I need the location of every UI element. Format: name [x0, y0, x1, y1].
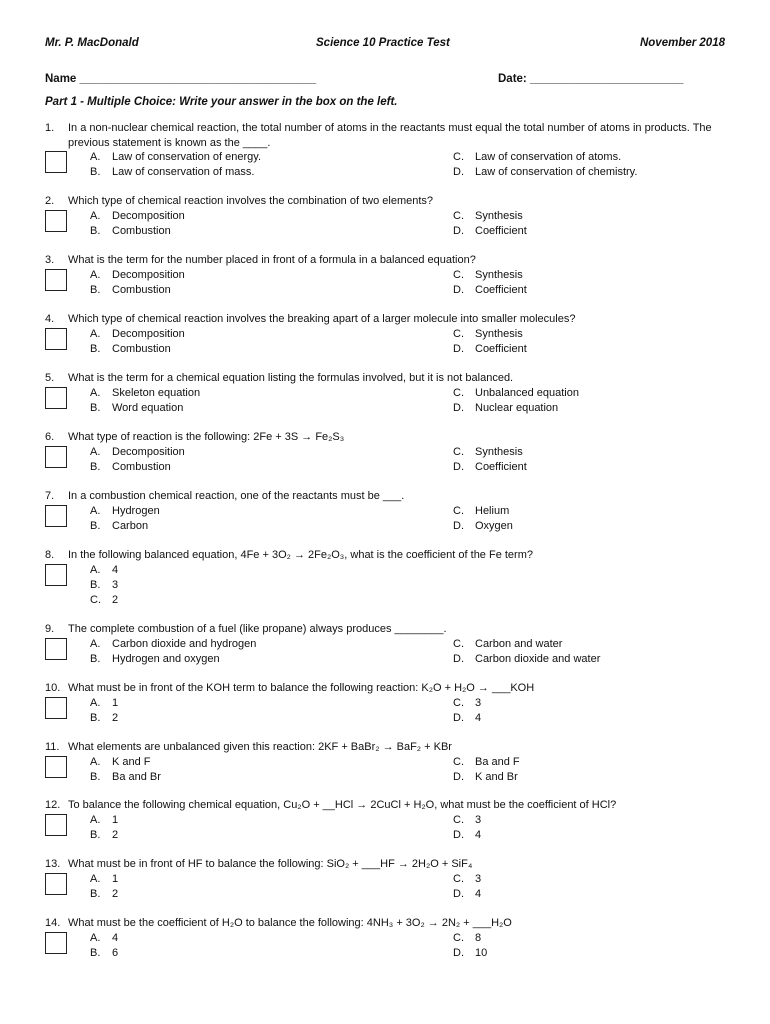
option-text: Hydrogen and oxygen: [112, 653, 220, 665]
answer-box[interactable]: [45, 697, 67, 719]
option-b: [90, 224, 171, 239]
option-text: Carbon dioxide and water: [475, 653, 601, 665]
option-text: Carbon: [112, 520, 149, 532]
option-text: Oxygen: [475, 520, 513, 532]
option-text: 6: [112, 947, 119, 959]
option-letter: A.: [90, 446, 101, 458]
option-letter: B.: [90, 225, 101, 237]
option-letter: D.: [453, 712, 464, 724]
option-text: Skeleton equation: [112, 387, 201, 399]
option-letter: D.: [453, 520, 464, 532]
option-text: 2: [112, 888, 119, 900]
question-number: 6.: [45, 431, 55, 443]
answer-box[interactable]: [45, 387, 67, 409]
option-text: Synthesis: [475, 446, 523, 458]
option-letter: C.: [453, 210, 464, 222]
option-letter: A.: [90, 564, 101, 576]
question-text: What is the term for a chemical equation listing the formulas involved, but it is not balanced.: [68, 372, 514, 384]
answer-box[interactable]: [45, 505, 67, 527]
option-letter: B.: [90, 947, 101, 959]
option-letter: B.: [90, 284, 101, 296]
question-number: 5.: [45, 372, 55, 384]
option-c: [90, 593, 118, 608]
option-a: [90, 813, 118, 828]
answer-box[interactable]: [45, 210, 67, 232]
option-letter: A.: [90, 151, 101, 163]
option-c: [453, 209, 523, 224]
question-number: 8.: [45, 549, 55, 561]
option-d: [453, 165, 637, 180]
option-text: Helium: [475, 505, 510, 517]
option-letter: A.: [90, 638, 101, 650]
option-text: Decomposition: [112, 328, 185, 340]
option-text: Synthesis: [475, 210, 523, 222]
question-text: What must be in front of HF to balance the following: SiO₂ + ___HF → 2H₂O + SiF₄: [68, 858, 473, 870]
option-letter: B.: [90, 343, 101, 355]
option-c: [453, 696, 481, 711]
option-text: Decomposition: [112, 210, 185, 222]
option-letter: C.: [453, 697, 464, 709]
question-number: 7.: [45, 490, 55, 502]
option-text: Combustion: [112, 225, 171, 237]
option-text: Combustion: [112, 343, 171, 355]
option-a: [90, 209, 185, 224]
option-text: Unbalanced equation: [475, 387, 579, 399]
option-b: [90, 578, 118, 593]
option-text: Decomposition: [112, 269, 185, 281]
option-b: [90, 283, 171, 298]
question-number: 4.: [45, 313, 55, 325]
option-text: Coefficient: [475, 343, 527, 355]
question-number: 10.: [45, 682, 61, 694]
option-text: 3: [112, 579, 119, 591]
option-a: [90, 386, 200, 401]
question-text: What type of reaction is the following: 2Fe + 3S → Fe₂S₃: [68, 431, 345, 443]
answer-box[interactable]: [45, 814, 67, 836]
option-d: [453, 283, 527, 298]
option-text: 2: [112, 594, 119, 606]
option-a: [90, 696, 118, 711]
option-letter: C.: [453, 638, 464, 650]
option-d: [453, 828, 481, 843]
option-text: K and Br: [475, 771, 518, 783]
option-text: Law of conservation of energy.: [112, 151, 261, 163]
option-text: 1: [112, 873, 119, 885]
option-text: 1: [112, 814, 119, 826]
option-letter: D.: [453, 225, 464, 237]
question-number: 2.: [45, 195, 55, 207]
option-letter: C.: [453, 814, 464, 826]
option-letter: A.: [90, 505, 101, 517]
option-a: [90, 504, 160, 519]
option-letter: A.: [90, 387, 101, 399]
option-letter: B.: [90, 166, 101, 178]
test-title: Science 10 Practice Test: [316, 37, 450, 49]
option-c: [453, 327, 523, 342]
option-letter: B.: [90, 579, 101, 591]
question-number: 13.: [45, 858, 61, 870]
option-b: [90, 828, 118, 843]
option-letter: D.: [453, 284, 464, 296]
option-d: [453, 519, 513, 534]
option-letter: A.: [90, 269, 101, 281]
option-letter: C.: [453, 328, 464, 340]
option-a: [90, 931, 118, 946]
option-c: [453, 386, 579, 401]
option-letter: B.: [90, 520, 101, 532]
option-d: [453, 770, 518, 785]
option-b: [90, 401, 183, 416]
date-field[interactable]: Date: ________________________: [498, 73, 684, 85]
option-c: [453, 931, 481, 946]
option-d: [453, 401, 558, 416]
option-c: [453, 872, 481, 887]
option-b: [90, 342, 171, 357]
option-letter: B.: [90, 829, 101, 841]
option-c: [453, 637, 562, 652]
option-letter: A.: [90, 932, 101, 944]
option-letter: C.: [453, 446, 464, 458]
answer-box[interactable]: [45, 756, 67, 778]
option-b: [90, 165, 254, 180]
option-text: 4: [112, 932, 119, 944]
option-a: [90, 327, 185, 342]
option-text: Synthesis: [475, 269, 523, 281]
option-letter: D.: [453, 166, 464, 178]
option-text: 4: [475, 888, 482, 900]
answer-box[interactable]: [45, 446, 67, 468]
option-a: [90, 872, 118, 887]
option-text: 1: [112, 697, 119, 709]
question-text: Which type of chemical reaction involves the combination of two elements?: [68, 195, 434, 207]
option-letter: B.: [90, 771, 101, 783]
option-text: 2: [112, 829, 119, 841]
option-letter: D.: [453, 888, 464, 900]
option-text: 4: [475, 829, 482, 841]
question-text: The complete combustion of a fuel (like propane) always produces ________.: [68, 623, 447, 635]
option-d: [453, 711, 481, 726]
option-text: Combustion: [112, 461, 171, 473]
option-text: Synthesis: [475, 328, 523, 340]
part1-heading: Part 1 - Multiple Choice: Write your answer in the box on the left.: [45, 96, 398, 108]
option-letter: A.: [90, 328, 101, 340]
option-text: 10: [475, 947, 488, 959]
option-a: [90, 268, 185, 283]
option-letter: A.: [90, 873, 101, 885]
option-letter: C.: [453, 756, 464, 768]
option-letter: C.: [90, 594, 101, 606]
option-b: [90, 946, 118, 961]
question-number: 12.: [45, 799, 61, 811]
option-text: 8: [475, 932, 482, 944]
question-text: What elements are unbalanced given this reaction: 2KF + BaBr₂ → BaF₂ + KBr: [68, 741, 452, 753]
option-letter: B.: [90, 653, 101, 665]
option-letter: A.: [90, 756, 101, 768]
option-letter: B.: [90, 888, 101, 900]
option-c: [453, 813, 481, 828]
question-text: In a combustion chemical reaction, one of the reactants must be ___.: [68, 490, 405, 502]
question-text: To balance the following chemical equation, Cu₂O + __HCl → 2CuCl + H₂O, what must be the coefficient of HCl?: [68, 799, 617, 811]
answer-box[interactable]: [45, 151, 67, 173]
option-d: [453, 460, 527, 475]
option-a: [90, 150, 261, 165]
option-d: [453, 652, 600, 667]
option-letter: B.: [90, 402, 101, 414]
test-date: November 2018: [639, 37, 725, 49]
option-letter: B.: [90, 712, 101, 724]
option-letter: C.: [453, 873, 464, 885]
option-letter: D.: [453, 343, 464, 355]
option-text: 3: [475, 814, 482, 826]
option-letter: A.: [90, 814, 101, 826]
option-d: [453, 946, 487, 961]
question-number: 9.: [45, 623, 55, 635]
option-text: Ba and F: [475, 756, 520, 768]
option-text: Coefficient: [475, 284, 527, 296]
answer-box[interactable]: [45, 564, 67, 586]
option-letter: A.: [90, 210, 101, 222]
option-a: [90, 563, 118, 578]
option-letter: D.: [453, 461, 464, 473]
option-b: [90, 887, 118, 902]
question-text: What must be the coefficient of H₂O to balance the following: 4NH₃ + 3O₂ → 2N₂ + ___H₂O: [68, 917, 512, 929]
option-c: [453, 150, 621, 165]
answer-box[interactable]: [45, 873, 67, 895]
option-b: [90, 652, 220, 667]
option-letter: C.: [453, 387, 464, 399]
question-text: In the following balanced equation, 4Fe + 3O₂ → 2Fe₂O₃, what is the coefficient of the Fe term?: [68, 549, 533, 561]
option-text: Decomposition: [112, 446, 185, 458]
option-a: [90, 445, 185, 460]
option-text: Coefficient: [475, 461, 527, 473]
question-number: 3.: [45, 254, 55, 266]
option-b: [90, 711, 118, 726]
option-text: 2: [112, 712, 119, 724]
question-number: 1.: [45, 122, 55, 134]
option-text: 4: [475, 712, 482, 724]
option-c: [453, 445, 523, 460]
option-text: Word equation: [112, 402, 184, 414]
question-text: Which type of chemical reaction involves the breaking apart of a larger molecule into smaller molecules?: [68, 313, 576, 325]
option-c: [453, 504, 509, 519]
option-d: [453, 224, 527, 239]
option-b: [90, 519, 148, 534]
option-a: [90, 637, 256, 652]
answer-box[interactable]: [45, 932, 67, 954]
question-text: What must be in front of the KOH term to balance the following reaction: K₂O + H₂O → ___KOH: [68, 682, 535, 694]
option-letter: C.: [453, 932, 464, 944]
option-letter: D.: [453, 653, 464, 665]
option-c: [453, 268, 523, 283]
option-letter: D.: [453, 947, 464, 959]
answer-box[interactable]: [45, 328, 67, 350]
option-text: Carbon and water: [475, 638, 563, 650]
option-c: [453, 755, 520, 770]
option-letter: D.: [453, 771, 464, 783]
question-text: In a non-nuclear chemical reaction, the total number of atoms in the reactants must equal the total number of atoms in products. The previous statement is known as the ____.: [68, 122, 715, 149]
option-text: 3: [475, 873, 482, 885]
option-text: Law of conservation of mass.: [112, 166, 255, 178]
option-letter: B.: [90, 461, 101, 473]
question-number: 11.: [45, 741, 60, 753]
name-field[interactable]: Name _____________________________________: [45, 73, 317, 85]
option-text: 4: [112, 564, 119, 576]
option-d: [453, 342, 527, 357]
option-text: Nuclear equation: [475, 402, 559, 414]
option-text: K and F: [112, 756, 151, 768]
option-letter: C.: [453, 269, 464, 281]
option-b: [90, 770, 161, 785]
option-letter: A.: [90, 697, 101, 709]
option-text: Carbon dioxide and hydrogen: [112, 638, 257, 650]
option-text: Hydrogen: [112, 505, 160, 517]
option-letter: C.: [453, 151, 464, 163]
option-text: Combustion: [112, 284, 171, 296]
option-text: Law of conservation of atoms.: [475, 151, 622, 163]
answer-box[interactable]: [45, 269, 67, 291]
option-text: Ba and Br: [112, 771, 161, 783]
option-a: [90, 755, 151, 770]
question-number: 14.: [45, 917, 61, 929]
option-text: 3: [475, 697, 482, 709]
option-text: Law of conservation of chemistry.: [475, 166, 638, 178]
question-text: What is the term for the number placed in front of a formula in a balanced equation?: [68, 254, 476, 266]
option-d: [453, 887, 481, 902]
option-letter: D.: [453, 402, 464, 414]
option-letter: D.: [453, 829, 464, 841]
answer-box[interactable]: [45, 638, 67, 660]
teacher-name: Mr. P. MacDonald: [45, 37, 139, 49]
option-b: [90, 460, 171, 475]
option-text: Coefficient: [475, 225, 527, 237]
option-letter: C.: [453, 505, 464, 517]
